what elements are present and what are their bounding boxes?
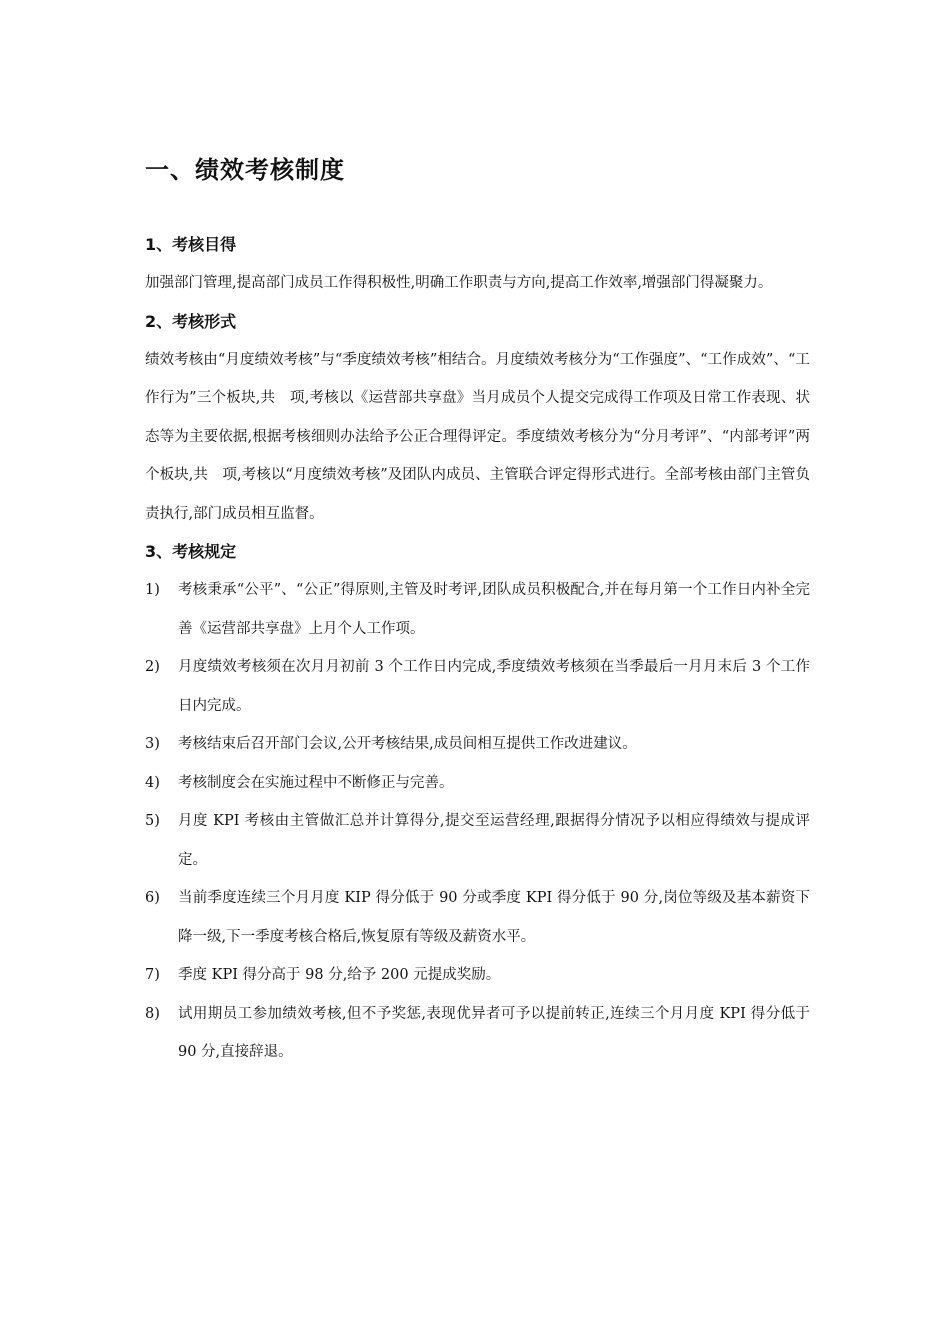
list-item xyxy=(145,725,810,764)
list-item-text: 考核秉承“公平”、“公正”得原则,主管及时考评,团队成员积极配合,并在每月第一个工作日内补全完善《运营部共享盘》上月个人工作项。 xyxy=(178,582,810,637)
list-item xyxy=(145,956,810,995)
list-item-text: 试用期员工参加绩效考核,但不予奖惩,表现优异者可予以提前转正,连续三个月月度 KPI 得分低于 90 分,直接辞退。 xyxy=(178,1005,810,1060)
list-item-text: 考核制度会在实施过程中不断修正与完善。 xyxy=(178,774,454,791)
list-item-number: 1) xyxy=(145,582,160,598)
list-item xyxy=(145,648,810,725)
section-heading-rules: 3、考核规定 xyxy=(145,542,237,561)
list-item-number: 4) xyxy=(145,774,160,791)
list-item-text: 当前季度连续三个月月度 KIP 得分低于 90 分或季度 KPI 得分低于 90 分,岗位等级及基本薪资下降一级,下一季度考核合格后,恢复原有等级及薪资水平。 xyxy=(178,890,810,945)
list-item-text: 考核结束后召开部门会议,公开考核结果,成员间相互提供工作改进建议。 xyxy=(178,736,637,752)
list-item xyxy=(145,995,810,1072)
list-item xyxy=(145,879,810,956)
document-title: 一、绩效考核制度 xyxy=(145,156,345,184)
document-content xyxy=(145,226,810,1072)
list-item-text: 月度绩效考核须在次月月初前 3 个工作日内完成,季度绩效考核须在当季最后一月月末后 3 个工作日内完成。 xyxy=(178,659,810,714)
rules-list xyxy=(145,571,810,1072)
list-item xyxy=(145,802,810,879)
section-heading-purpose: 1、考核目得 xyxy=(145,235,237,254)
section-paragraph-format: 绩效考核由“月度绩效考核”与“季度绩效考核”相结合。月度绩效考核分为“工作强度”、“工作成效”、“工作行为”三个板块,共 项,考核以《运营部共享盘》当月成员个人提交完成得工作项及日常工作表现、状态等为主要依据,根据考核细则办法给予公正合理得评定。季度绩效考核分为“分月考评”、“内部考评”两个板块,共 项,考核以“月度绩效考核”及团队内成员、主管联合评定得形式进行。全部考核由部门主管负责执行,部门成员相互监督。 xyxy=(145,351,810,522)
list-item-text: 季度 KPI 得分高于 98 分,给予 200 元提成奖励。 xyxy=(178,967,501,983)
section-paragraph-purpose: 加强部门管理,提高部门成员工作得积极性,明确工作职责与方向,提高工作效率,增强部门得凝聚力。 xyxy=(145,275,773,291)
list-item xyxy=(145,764,810,803)
list-item-number: 6) xyxy=(145,890,160,906)
list-item-text: 月度 KPI 考核由主管做汇总并计算得分,提交至运营经理,跟据得分情况予以相应得绩效与提成评定。 xyxy=(178,813,810,868)
list-item-number: 8) xyxy=(145,1005,160,1022)
list-item-number: 5) xyxy=(145,813,160,829)
section-heading-format: 2、考核形式 xyxy=(145,311,237,331)
list-item-number: 3) xyxy=(145,736,160,752)
list-item xyxy=(145,571,810,648)
list-item-number: 7) xyxy=(145,967,160,983)
list-item-number: 2) xyxy=(145,659,160,675)
